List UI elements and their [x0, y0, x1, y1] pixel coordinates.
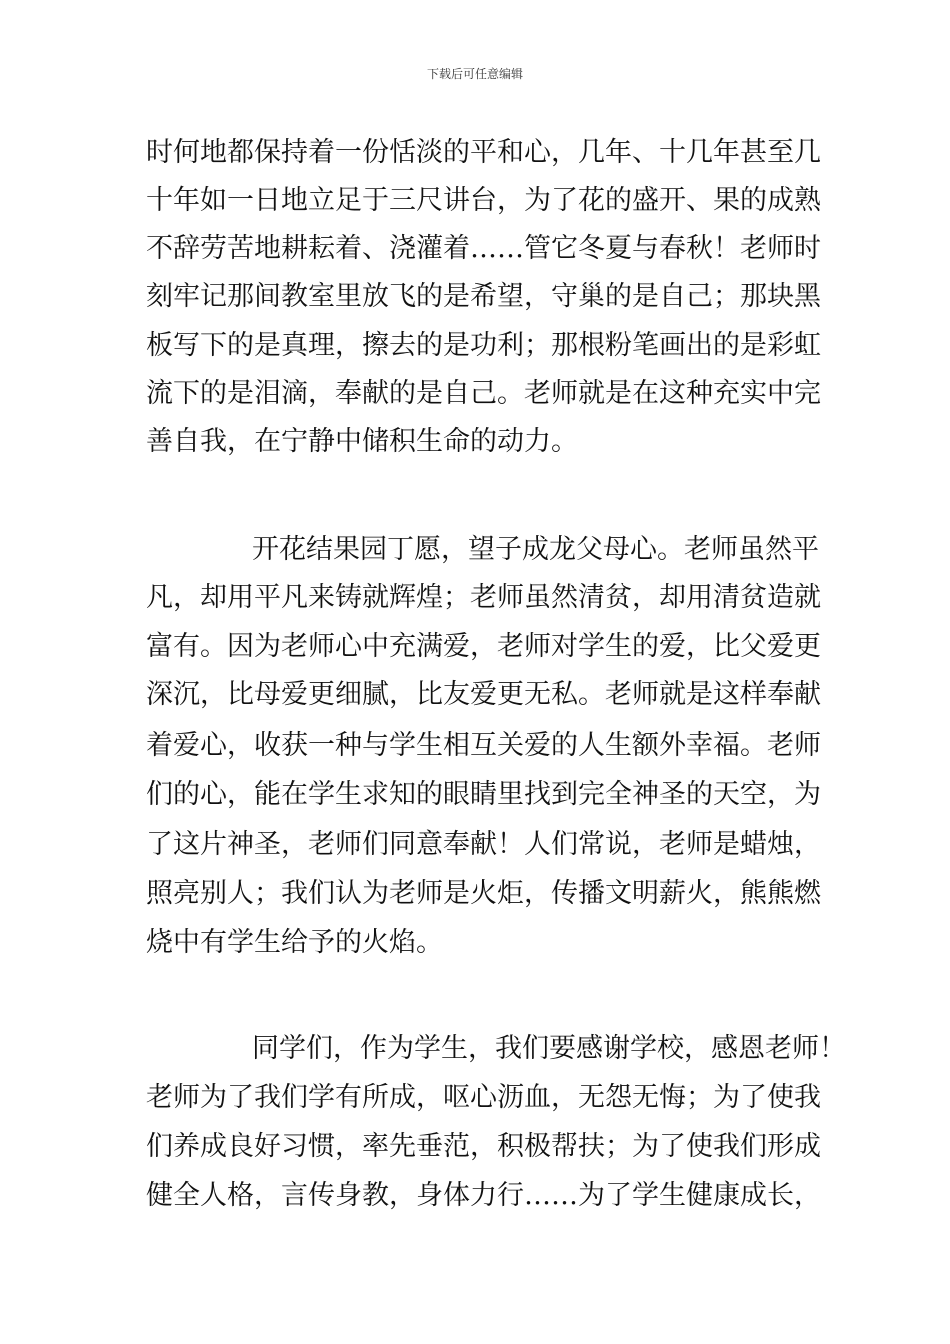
paragraph-3-line-4: 健全人格，言传身教，身体力行……为了学生健康成长， — [146, 1180, 821, 1211]
paragraph-2-line-8: 照亮别人；我们认为老师是火炬，传播文明薪火，熊熊燃 — [146, 878, 821, 909]
paragraph-3-line-1: 同学们，作为学生，我们要感谢学校，感恩老师！ — [252, 1033, 846, 1064]
page-header-note: 下载后可任意编辑 — [426, 67, 523, 81]
paragraph-1-line-2: 十年如一日地立足于三尺讲台，为了花的盛开、果的成熟 — [146, 185, 821, 216]
paragraph-1-line-6: 流下的是泪滴，奉献的是自己。老师就是在这种充实中完 — [146, 378, 821, 409]
paragraph-2-line-9: 烧中有学生给予的火焰。 — [146, 927, 443, 958]
paragraph-1-line-5: 板写下的是真理，擦去的是功利；那根粉笔画出的是彩虹 — [146, 330, 821, 361]
paragraph-1-line-1: 时何地都保持着一份恬淡的平和心，几年、十几年甚至几 — [146, 137, 821, 168]
paragraph-2-line-2: 凡，却用平凡来铸就辉煌；老师虽然清贫，却用清贫造就 — [146, 582, 821, 613]
paragraph-3-line-2: 老师为了我们学有所成，呕心沥血，无怨无悔；为了使我 — [146, 1082, 821, 1113]
paragraph-2-line-3: 富有。因为老师心中充满爱，老师对学生的爱，比父爱更 — [146, 631, 821, 662]
paragraph-2-line-5: 着爱心，收获一种与学生相互关爱的人生额外幸福。老师 — [146, 730, 821, 761]
paragraph-2-line-7: 了这片神圣，老师们同意奉献！人们常说，老师是蜡烛， — [146, 829, 821, 860]
paragraph-2-line-6: 们的心，能在学生求知的眼睛里找到完全神圣的天空，为 — [146, 779, 821, 810]
paragraph-1-line-3: 不辞劳苦地耕耘着、浇灌着……管它冬夏与春秋！老师时 — [146, 233, 821, 264]
paragraph-1-line-4: 刻牢记那间教室里放飞的是希望，守巢的是自己；那块黑 — [146, 281, 821, 312]
paragraph-1-line-7: 善自我，在宁静中储积生命的动力。 — [146, 426, 578, 457]
paragraph-2-line-4: 深沉，比母爱更细腻，比友爱更无私。老师就是这样奉献 — [146, 679, 821, 710]
paragraph-2-line-1: 开花结果园丁愿，望子成龙父母心。老师虽然平 — [252, 534, 819, 565]
paragraph-3-line-3: 们养成良好习惯，率先垂范，积极帮扶；为了使我们形成 — [146, 1131, 821, 1162]
